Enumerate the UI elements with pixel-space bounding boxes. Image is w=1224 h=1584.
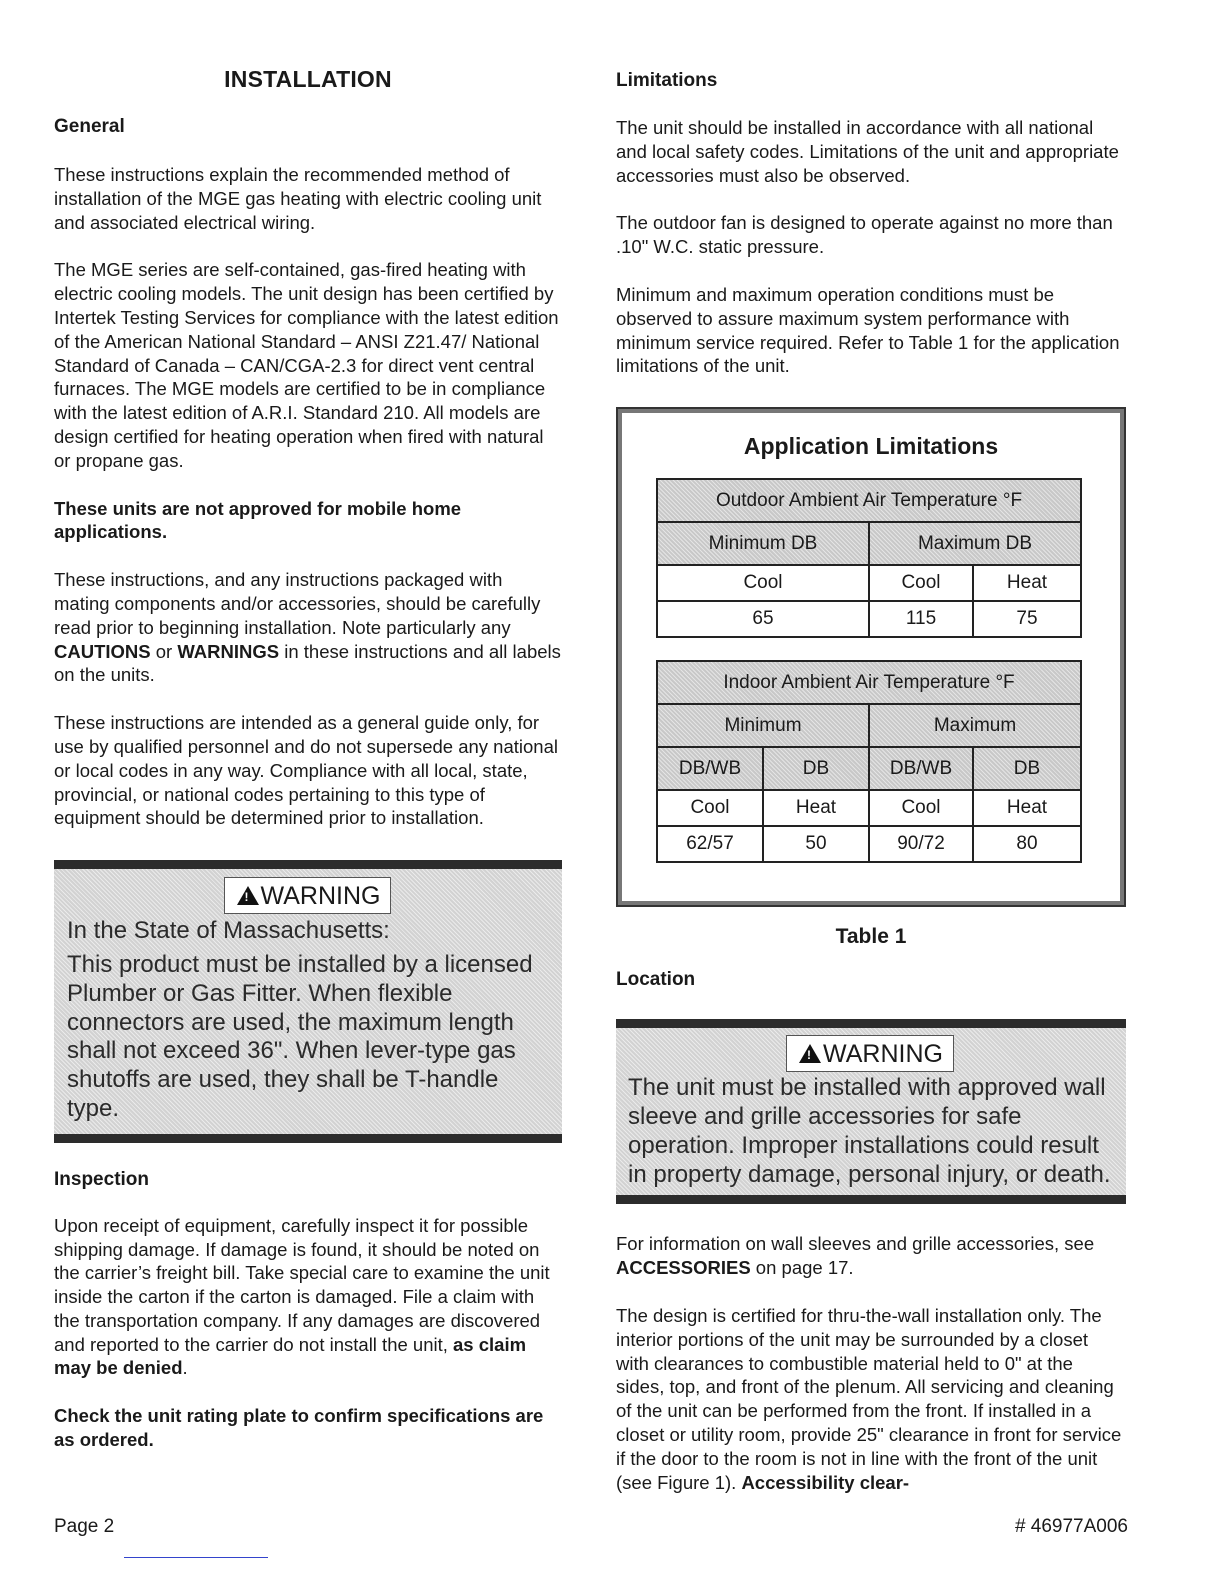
limitations-paragraph-1: The unit should be installed in accordance with all national and local safety codes. Limitations of the unit and appropriate accessories must also be observed.	[616, 117, 1119, 186]
indoor-mode-cell: Heat	[763, 790, 869, 826]
mobile-home-note: These units are not approved for mobile home applications.	[54, 497, 462, 543]
indoor-mode-cell: Heat	[973, 790, 1081, 826]
outdoor-max-header: Maximum DB	[869, 522, 1081, 565]
indoor-sub-header: DB/WB	[657, 747, 763, 790]
location-heading: Location	[616, 969, 696, 991]
outdoor-mode-cell: Cool	[657, 565, 869, 601]
inspection-paragraph-2: Check the unit rating plate to confirm specifications are as ordered.	[54, 1405, 544, 1451]
table-caption: Table 1	[835, 925, 907, 949]
indoor-value-cell: 50	[763, 826, 869, 862]
warning-text: The unit must be installed with approved wall sleeve and grille accessories for safe operation. Improper installations could result in property damage, personal injury, or death.	[628, 1074, 1111, 1188]
massachusetts-warning-box	[54, 860, 562, 1143]
cautions-emphasis: CAUTIONS	[54, 640, 151, 662]
indoor-value-cell: 62/57	[657, 826, 763, 862]
indoor-mode-cell: Cool	[657, 790, 763, 826]
left-column	[54, 60, 562, 1452]
location-paragraph-1: For information on wall sleeves and grille accessories, see ACCESSORIES on page 17.	[616, 1233, 1095, 1279]
warning-state-line: In the State of Massachusetts:	[67, 917, 390, 945]
inspection-paragraph-1: Upon receipt of equipment, carefully inspect it for possible shipping damage. If damage is found, it should be noted on the carrier’s freight bill. Take special care to examine the unit inside the carton if the carton is damaged. File a claim with the transportation company. If any damages are discovered and reported to the carrier do not install the unit, as claim may be denied.	[54, 1214, 550, 1379]
claim-denied-emphasis: as claim may be denied	[54, 1333, 527, 1379]
indoor-sub-header: DB	[973, 747, 1081, 790]
outdoor-value-cell: 75	[973, 601, 1081, 637]
outdoor-value-cell: 65	[657, 601, 869, 637]
accessibility-emphasis: Accessibility clear-	[741, 1471, 910, 1493]
general-paragraph-3: These instructions, and any instructions packaged with mating components and/or accessories, should be carefully read prior to beginning installation. Note particularly any CAUTIONS or WARNINGS in these instructions and all labels on the units.	[54, 569, 561, 686]
application-limitations-box	[616, 407, 1126, 907]
indoor-value-cell: 80	[973, 826, 1081, 862]
location-warning-box	[616, 1019, 1126, 1204]
accessories-emphasis: ACCESSORIES	[616, 1257, 751, 1279]
indoor-min-header: Minimum	[657, 704, 869, 747]
warning-triangle-icon	[799, 1044, 821, 1063]
outdoor-mode-cell: Cool	[869, 565, 973, 601]
page-title: INSTALLATION	[224, 66, 392, 92]
application-limitations-title: Application Limitations	[743, 433, 999, 460]
outdoor-mode-cell: Heat	[973, 565, 1081, 601]
indoor-value-cell: 90/72	[869, 826, 973, 862]
general-paragraph-2: The MGE series are self-contained, gas-fired heating with electric cooling models. The unit design has been certified by Intertek Testing Services for compliance with the latest edition of the American National Standard – ANSI Z21.47/ National Standard of Canada – CAN/CGA-2.3 for direct vent central furnaces. The MGE models are certified to be in compliance with the latest edition of A.R.I. Standard 210. All models are design certified for heating operation when fired with natural or propane gas.	[54, 259, 559, 471]
indoor-max-header: Maximum	[869, 704, 1081, 747]
warning-label: !WARNING	[224, 877, 392, 914]
outdoor-min-header: Minimum DB	[657, 522, 869, 565]
outdoor-temperature-table	[656, 478, 1082, 638]
limitations-paragraph-2: The outdoor fan is designed to operate against no more than .10" W.C. static pressure.	[616, 212, 1113, 258]
right-column	[616, 60, 1126, 1494]
warnings-emphasis: WARNINGS	[177, 640, 280, 662]
indoor-sub-header: DB/WB	[869, 747, 973, 790]
footer-underline	[124, 1557, 268, 1558]
indoor-header: Indoor Ambient Air Temperature °F	[657, 661, 1081, 704]
general-paragraph-4: These instructions are intended as a general guide only, for use by qualified personnel and do not supersede any national or local codes in any way. Compliance with all local, state, provincial, or national codes pertaining to this type of equipment should be determined prior to installation.	[54, 712, 558, 829]
warning-text: This product must be installed by a licensed Plumber or Gas Fitter. When flexible connectors are used, the maximum length shall not exceed 36". When lever-type gas shutoffs are used, they shall be T-handle type.	[67, 950, 533, 1122]
indoor-mode-cell: Cool	[869, 790, 973, 826]
limitations-paragraph-3: Minimum and maximum operation conditions must be observed to assure maximum system performance with minimum service required. Refer to Table 1 for the application limitations of the unit.	[616, 283, 1120, 377]
document-number: # 46977A006	[1014, 1516, 1128, 1537]
location-paragraph-2: The design is certified for thru-the-wall installation only. The interior portions of the unit may be surrounded by a closet with clearances to combustible material held to 0" at the sides, top, and front of the plenum. All servicing and cleaning of the unit can be performed from the front. If installed in a closet or utility room, provide 25" clearance in front for service if the door to the room is not in line with the front of the unit (see Figure 1). Accessibility clear-	[616, 1304, 1122, 1493]
indoor-sub-header: DB	[763, 747, 869, 790]
inspection-heading: Inspection	[54, 1168, 150, 1190]
warning-label: !WARNING	[786, 1035, 954, 1072]
general-heading: General	[54, 116, 125, 137]
page-number: Page 2	[54, 1516, 115, 1537]
outdoor-header: Outdoor Ambient Air Temperature °F	[657, 479, 1081, 522]
limitations-heading: Limitations	[616, 70, 718, 91]
indoor-temperature-table	[656, 660, 1082, 863]
general-paragraph-1: These instructions explain the recommended method of installation of the MGE gas heating with electric cooling unit and associated electrical wiring.	[54, 164, 542, 233]
outdoor-value-cell: 115	[869, 601, 973, 637]
warning-triangle-icon	[237, 886, 259, 905]
